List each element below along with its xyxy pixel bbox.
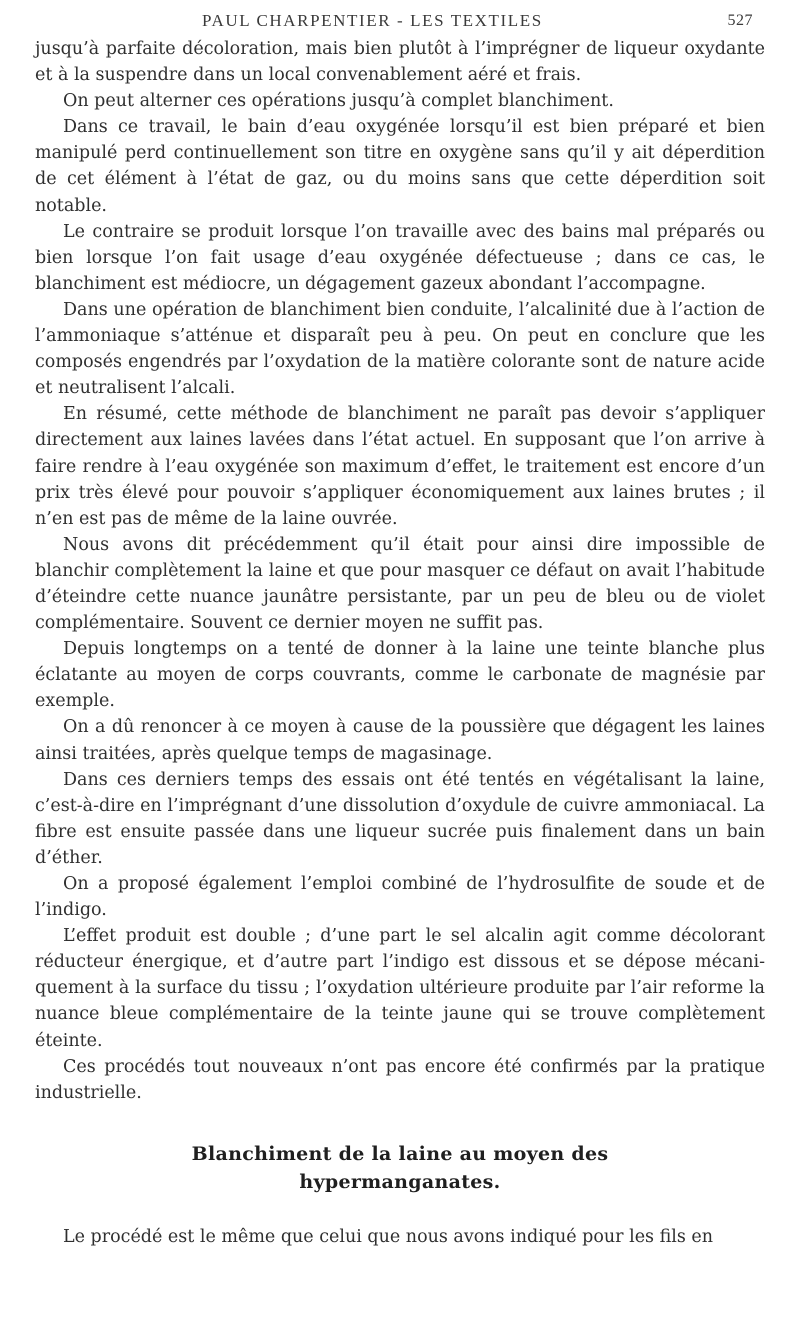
paragraph: En résumé, cette méthode de blanchiment ne paraît pas devoir s’appliquer directement aux laines lavées dans l’état actuel. En supposant que l’on arrive à faire rendre à l’eau oxygénée son maximum d’effet, le traitement est encore d’un prix très élevé pour pouvoir s’appliquer économiquement aux laines brutes ; il n’en est pas de même de la laine ouvrée.: [35, 404, 765, 529]
section-title-line: Blanchiment de la laine au moyen des: [191, 1142, 609, 1165]
paragraph: On a dû renoncer à ce moyen à cause de la poussière que dégagent les laines ainsi traitées, après quelque temps de magasinage.: [35, 717, 765, 764]
paragraph: On a proposé également l’emploi combiné de l’hydrosulfite de soude et de l’indigo.: [35, 874, 765, 921]
paragraph: L’effet produit est double ; d’une part le sel alcalin agit comme décolorant réducteur énergique, et d’autre part l’indigo est dissous et se dépose mécaniquement à la surface du tissu ; l’oxydation ultérieure produite par l’air reforme la nuance bleue complémentaire de la teinte jaune qui se trouve complètement éteinte.: [35, 926, 765, 1051]
running-title: PAUL CHARPENTIER - LES TEXTILES: [202, 11, 543, 30]
paragraph: Le contraire se produit lorsque l’on travaille avec des bains mal préparés ou bien lorsque l’on fait usage d’eau oxygénée défectueuse ; dans ce cas, le blanchiment est médiocre, un dégagement gazeux abondant l’accompagne.: [35, 221, 765, 294]
paragraph: On peut alterner ces opérations jusqu’à complet blanchiment.: [63, 91, 614, 112]
running-header: [35, 8, 765, 36]
paragraph: Dans ce travail, le bain d’eau oxygénée lorsqu’il est bien préparé et bien manipulé perd continuellement son titre en oxygène sans qu’il y ait déperdition de cet élément à l’état de gaz, ou du moins sans que cette déperdition soit notable.: [35, 117, 765, 216]
paragraph: Le procédé est le même que celui que nous avons indiqué pour les fils en: [63, 1226, 714, 1247]
paragraph: jusqu’à parfaite décoloration, mais bien plutôt à l’imprégner de liqueur oxydante et à la suspendre dans un local convenablement aéré et frais.: [35, 39, 765, 86]
section-title-line: hypermanganates.: [299, 1170, 501, 1193]
section-title: [35, 1140, 765, 1196]
paragraph: Dans une opération de blanchiment bien conduite, l’alcalinité due à l’action de l’ammoniaque s’atténue et disparaît peu à peu. On peut en conclure que les composés engendrés par l’oxydation de la matière colorante sont de nature acide et neutralisent l’alcali.: [35, 299, 765, 399]
body-text: [35, 36, 765, 1106]
page-number: 527: [727, 12, 753, 29]
paragraph: Dans ces derniers temps des essais ont été tentés en végétalisant la laine, c’est-à-dire en l’imprégnant d’une dissolution d’oxydule de cuivre ammoniacal. La fibre est ensuite passée dans une liqueur sucrée puis finalement dans un bain d’éther.: [35, 769, 765, 868]
closing-text: [35, 1224, 765, 1250]
paragraph: Depuis longtemps on a tenté de donner à la laine une teinte blanche plus éclatante au moyen de corps couvrants, comme le carbonate de magnésie par exemple.: [35, 639, 765, 712]
paragraph: Ces procédés tout nouveaux n’ont pas encore été confirmés par la pratique industrielle.: [35, 1056, 765, 1103]
paragraph: Nous avons dit précédemment qu’il était pour ainsi dire impossible de blanchir complètement la laine et que pour masquer ce défaut on avait l’habitude d’éteindre cette nuance jaunâtre persistante, par un peu de bleu ou de violet complémentaire. Souvent ce dernier moyen ne suffit pas.: [35, 534, 765, 634]
